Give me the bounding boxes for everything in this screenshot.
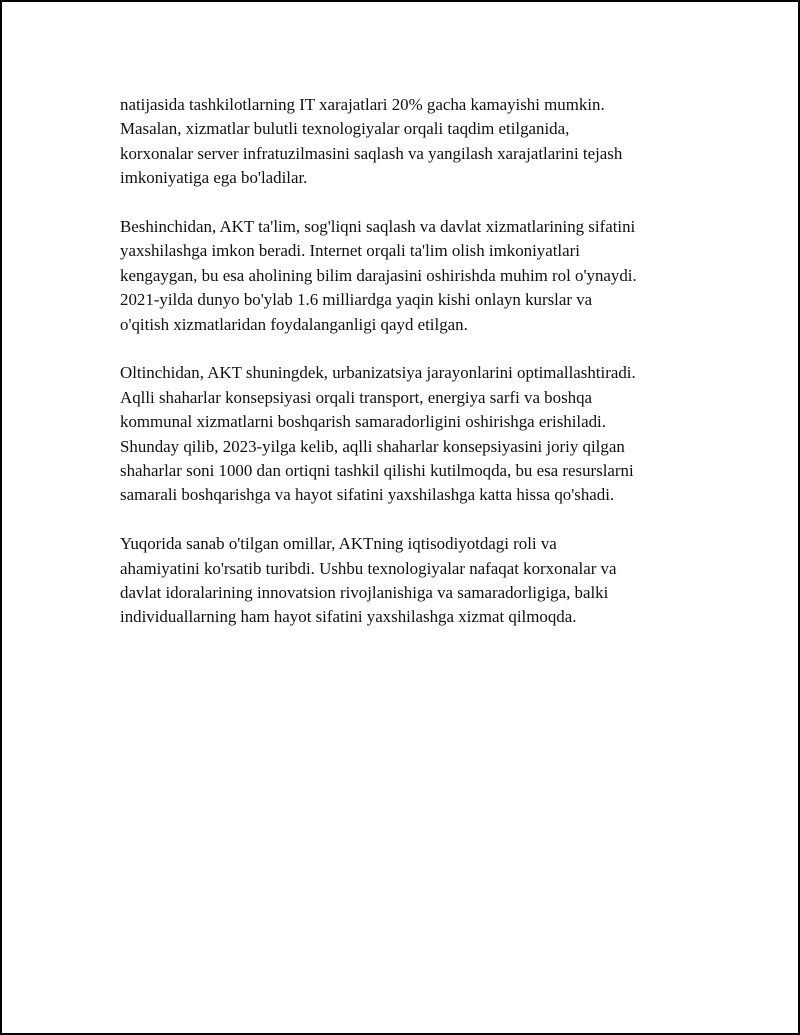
text-line: imkoniyatiga ega bo'ladilar. [120,168,308,188]
text-line: davlat idoralarining innovatsion rivojlanishiga va samaradorligiga, balki [120,583,609,603]
paragraph-4 [120,532,720,630]
text-line: individuallarning ham hayot sifatini yaxshilashga xizmat qilmoqda. [120,607,577,627]
text-line: Masalan, xizmatlar bulutli texnologiyalar orqali taqdim etilganida, [120,119,570,139]
text-line: natijasida tashkilotlarning IT xarajatlari 20% gacha kamayishi mumkin. [120,95,605,114]
paragraph-3 [120,361,720,507]
text-line: kengaygan, bu esa aholining bilim darajasini oshirishda muhim rol o'ynaydi. [120,265,637,285]
text-line: Oltinchidan, AKT shuningdek, urbanizatsiya jarayonlarini optimallashtiradi. [120,363,636,383]
text-line: ahamiyatini ko'rsatib turibdi. Ushbu texnologiyalar nafaqat korxonalar va [120,558,617,578]
paragraph-1 [120,93,720,191]
document-body [120,93,720,654]
paragraph-2 [120,215,720,337]
text-line: Beshinchidan, AKT ta'lim, sog'liqni saqlash va davlat xizmatlarining sifatini [120,217,636,237]
text-line: Shunday qilib, 2023-yilga kelib, aqlli shaharlar konsepsiyasini joriy qilgan [120,436,625,456]
text-line: yaxshilashga imkon beradi. Internet orqali ta'lim olish imkoniyatlari [120,241,580,261]
text-line: Yuqorida sanab o'tilgan omillar, AKTning iqtisodiyotdagi roli va [120,534,557,554]
text-line: o'qitish xizmatlaridan foydalanganligi qayd etilgan. [120,314,468,334]
text-line: shaharlar soni 1000 dan ortiqni tashkil qilishi kutilmoqda, bu esa resurslarni [120,461,634,481]
text-line: Aqlli shaharlar konsepsiyasi orqali transport, energiya sarfi va boshqa [120,387,593,407]
text-line: kommunal xizmatlarni boshqarish samaradorligini oshirishga erishiladi. [120,412,606,432]
text-line: korxonalar server infratuzilmasini saqlash va yangilash xarajatlarini tejash [120,143,623,163]
text-line: samarali boshqarishga va hayot sifatini yaxshilashga katta hissa qo'shadi. [120,485,615,505]
text-line: 2021-yilda dunyo bo'ylab 1.6 milliardga yaqin kishi onlayn kurslar va [120,290,593,310]
